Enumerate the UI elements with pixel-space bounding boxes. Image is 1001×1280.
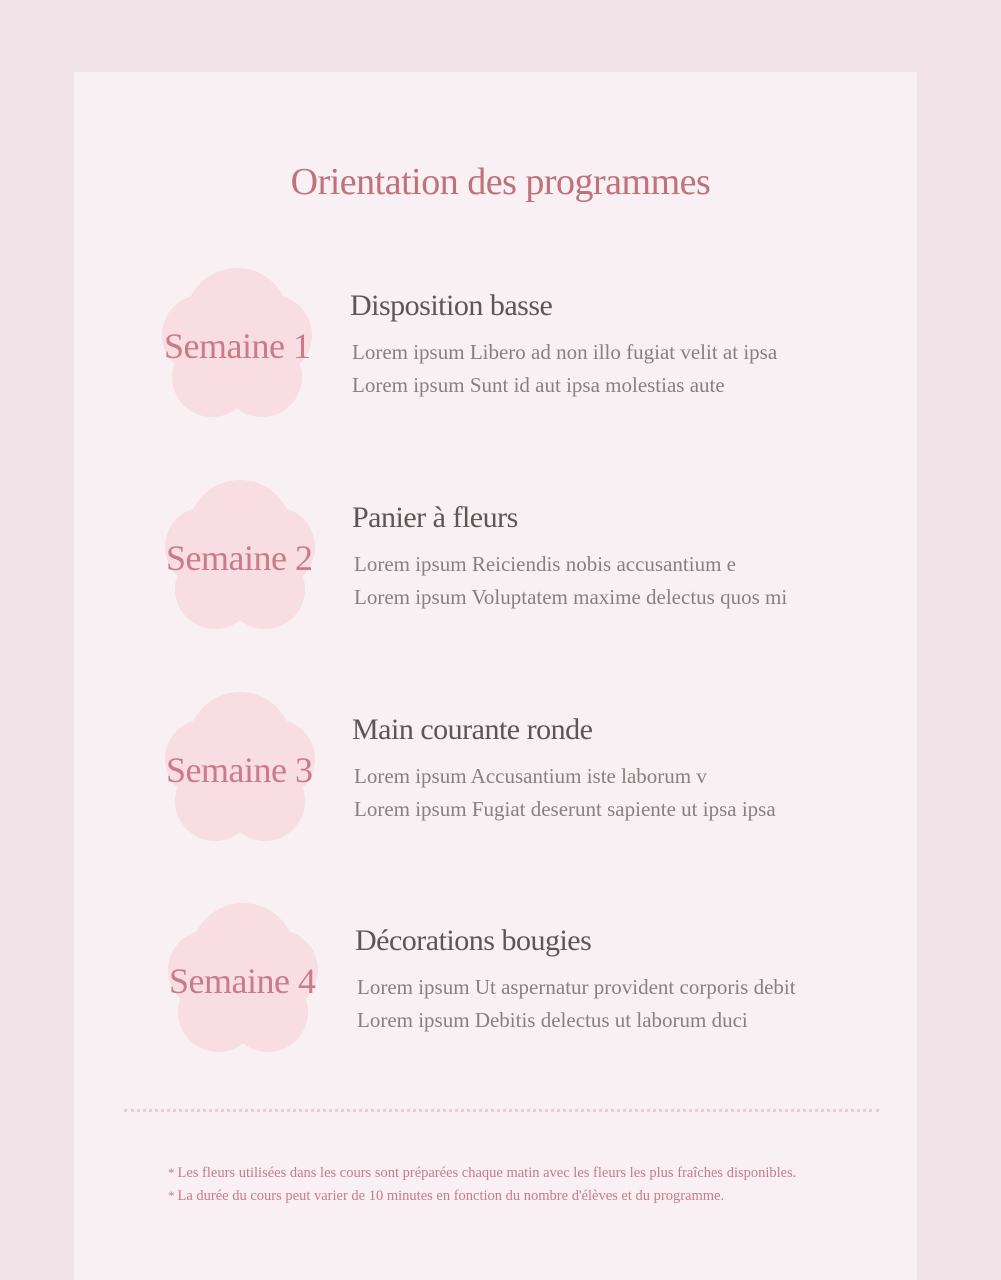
footnote — [168, 1165, 796, 1182]
week-item — [0, 477, 1001, 647]
program-card — [74, 72, 917, 1280]
page-title: Orientation des programmes — [290, 161, 711, 203]
week-description-line: Lorem ipsum Debitis delectus ut laborum duci — [357, 1008, 748, 1032]
week-label: Semaine 2 — [166, 538, 313, 578]
week-item — [0, 265, 1001, 435]
footnote-text: La durée du cours peut varier de 10 minutes en fonction du nombre d'élèves et du programme. — [177, 1188, 725, 1204]
week-title: Décorations bougies — [355, 924, 592, 957]
week-title: Panier à fleurs — [352, 501, 518, 534]
week-label: Semaine 3 — [166, 750, 313, 790]
week-description-line: Lorem ipsum Reiciendis nobis accusantium e — [354, 552, 736, 576]
week-label: Semaine 1 — [164, 326, 311, 366]
week-description-line: Lorem ipsum Voluptatem maxime delectus quos mi — [354, 585, 788, 609]
dotted-divider — [124, 1109, 879, 1112]
week-item — [0, 689, 1001, 859]
week-description-line: Lorem ipsum Ut aspernatur provident corporis debit — [357, 975, 796, 999]
week-title: Disposition basse — [350, 289, 553, 322]
footnote — [168, 1188, 724, 1205]
week-title: Main courante ronde — [352, 713, 593, 746]
week-description-line: Lorem ipsum Libero ad non illo fugiat velit at ipsa — [352, 340, 778, 364]
week-description-line: Lorem ipsum Fugiat deserunt sapiente ut ipsa ipsa — [354, 797, 776, 821]
asterisk-icon: * — [168, 1165, 175, 1180]
week-description-line: Lorem ipsum Accusantium iste laborum v — [354, 764, 707, 788]
week-description-line: Lorem ipsum Sunt id aut ipsa molestias aute — [352, 373, 725, 397]
week-item — [0, 900, 1001, 1070]
asterisk-icon: * — [168, 1188, 175, 1203]
footnote-text: Les fleurs utilisées dans les cours sont préparées chaque matin avec les fleurs les plus fraîches disponibles. — [177, 1165, 797, 1181]
week-label: Semaine 4 — [169, 961, 316, 1001]
